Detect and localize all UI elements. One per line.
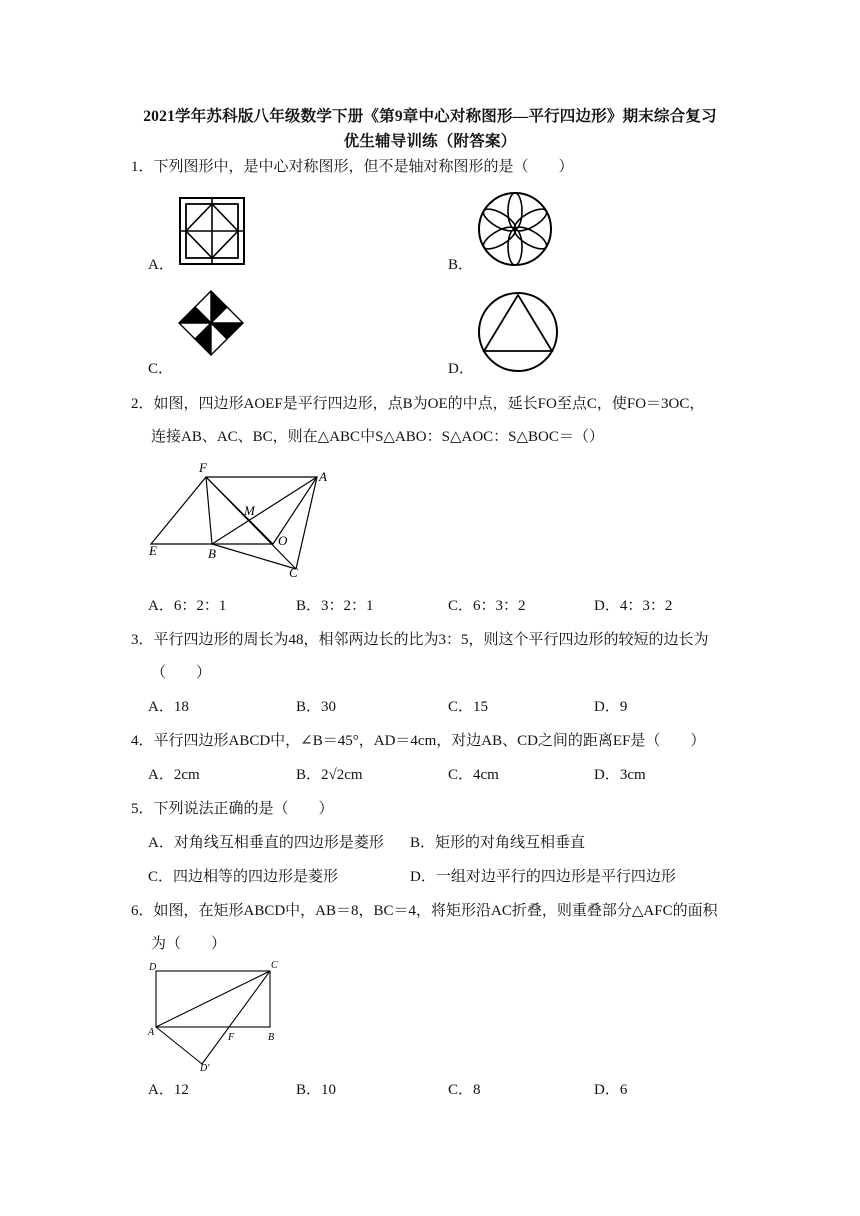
q1-option-a-label: A．	[148, 257, 174, 273]
q2-label-f: F	[199, 460, 207, 475]
q2-option-c: C．6：3：2	[448, 598, 526, 614]
q6-label-d: D	[149, 962, 157, 973]
question-6-stem-line1: 6．如图，在矩形ABCD中，AB＝8，BC＝4，将矩形沿AC折叠，则重叠部分△AFC的面积	[131, 903, 718, 919]
q2-label-e: E	[149, 543, 157, 558]
question-2-stem-line2: 连接AB、AC、BC，则在△ABC中S△ABO：S△AOC：S△BOC＝（）	[151, 429, 604, 445]
q6-option-a: A．12	[148, 1082, 189, 1098]
q6-label-a: A	[148, 1027, 155, 1038]
q1-figure-c-pinwheel	[175, 287, 247, 359]
q2-option-b: B．3：2：1	[296, 598, 374, 614]
question-3-stem-line2: （ ）	[151, 665, 212, 681]
q2-label-a: A	[319, 469, 327, 484]
question-1-stem: 1．下列图形中，是中心对称图形，但不是轴对称图形的是（ ）	[131, 159, 574, 175]
q5-option-b: B．矩形的对角线互相垂直	[410, 835, 586, 851]
question-2-stem-line1: 2．如图，四边形AOEF是平行四边形，点B为OE的中点，延长FO至点C，使FO＝3OC，	[131, 396, 705, 412]
question-3-stem-line1: 3．平行四边形的周长为48，相邻两边长的比为3：5，则这个平行四边形的较短的边长为	[131, 632, 709, 648]
q1-option-c-label: C．	[148, 361, 174, 377]
q1-figure-d-circle-triangle	[476, 290, 560, 374]
q6-option-c: C．8	[448, 1082, 481, 1098]
q2-label-m: M	[244, 503, 255, 518]
q1-option-b-label: B．	[448, 257, 474, 273]
q4-option-b: B．2√2cm	[296, 767, 363, 783]
q6-label-f: F	[228, 1032, 235, 1043]
question-5-stem: 5．下列说法正确的是（ ）	[131, 801, 334, 817]
q2-parallelogram-figure	[140, 455, 340, 585]
q3-option-d: D．9	[594, 699, 628, 715]
q6-label-c: C	[271, 960, 278, 971]
q1-figure-b-flower	[476, 190, 554, 268]
q6-option-b: B．10	[296, 1082, 337, 1098]
page-title: 2021学年苏科版八年级数学下册《第9章中心对称图形—平行四边形》期末综合复习	[143, 108, 717, 125]
q6-rectangle-fold-figure	[140, 955, 300, 1075]
q5-option-a: A．对角线互相垂直的四边形是菱形	[148, 835, 384, 851]
question-4-stem: 4．平行四边形ABCD中，∠B＝45°，AD＝4cm，对边AB、CD之间的距离EF是（ ）	[131, 733, 706, 749]
q6-label-b: B	[268, 1032, 275, 1043]
q2-option-a: A．6：2：1	[148, 598, 227, 614]
q6-label-d-prime: D′	[200, 1063, 210, 1074]
page-subtitle: 优生辅导训练（附答案）	[343, 133, 517, 150]
q2-label-o: O	[278, 533, 288, 548]
q2-label-b: B	[208, 546, 216, 561]
q1-option-d-label: D．	[448, 361, 474, 377]
q3-option-a: A．18	[148, 699, 189, 715]
q4-option-d: D．3cm	[594, 767, 646, 783]
q2-label-c: C	[289, 565, 298, 580]
q4-option-c: C．4cm	[448, 767, 499, 783]
question-6-stem-line2: 为（ ）	[151, 936, 227, 952]
q5-option-d: D．一组对边平行的四边形是平行四边形	[410, 869, 676, 885]
q1-figure-a-square	[178, 196, 246, 266]
q4-option-a: A．2cm	[148, 767, 200, 783]
q6-option-d: D．6	[594, 1082, 628, 1098]
q2-option-d: D．4：3：2	[594, 598, 673, 614]
q3-option-c: C．15	[448, 699, 489, 715]
q5-option-c: C．四边相等的四边形是菱形	[148, 869, 339, 885]
q3-option-b: B．30	[296, 699, 337, 715]
